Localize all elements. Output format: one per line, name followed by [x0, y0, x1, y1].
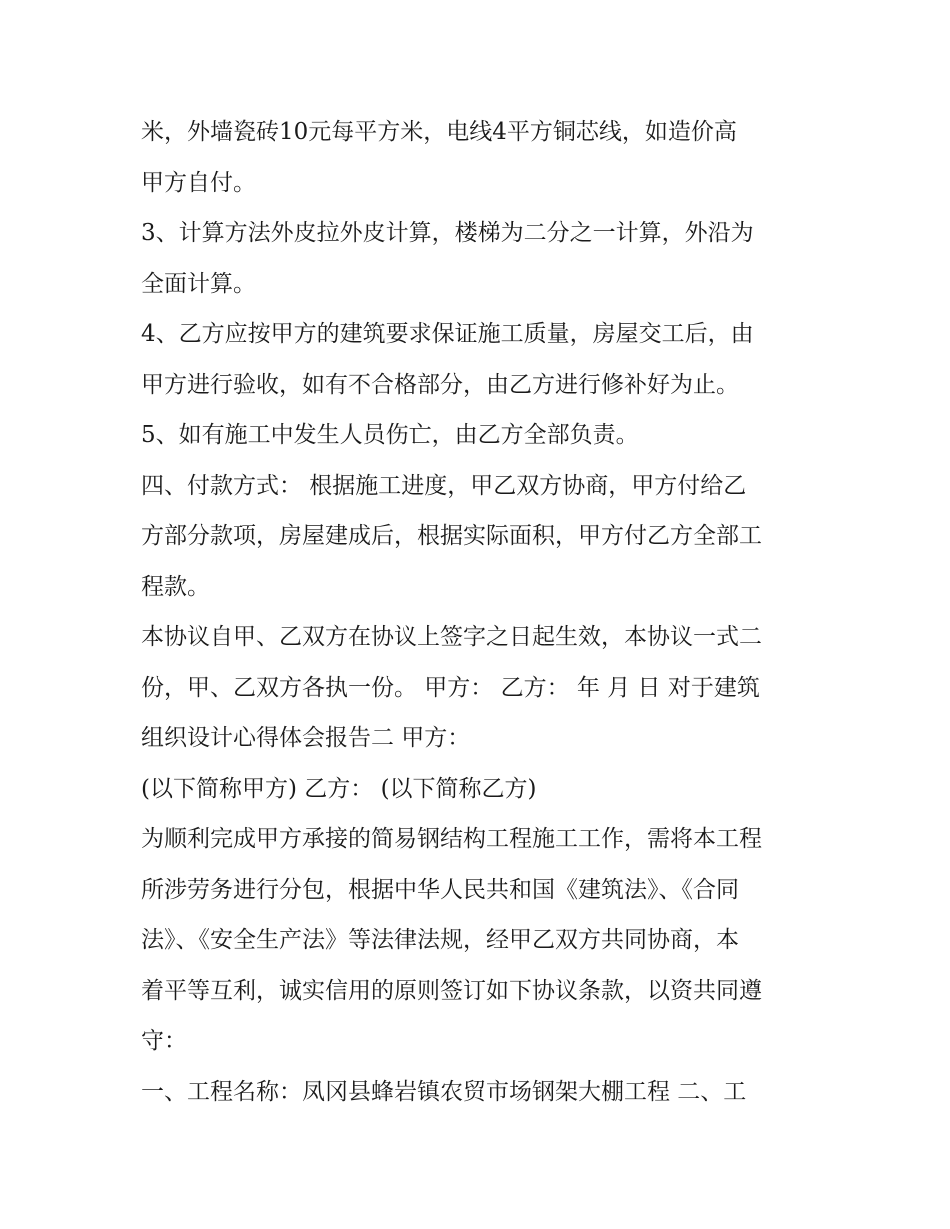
text-line: 一、工程名称：凤冈县蜂岩镇农贸市场钢架大棚工程 二、工: [141, 1078, 747, 1105]
text-line: 甲方自付。: [141, 169, 256, 196]
text-line: 份，甲、乙双方各执一份。 甲方： 乙方： 年 月 日 对于建筑: [141, 674, 760, 701]
text-line: 米，外墙瓷砖10元每平方米，电线4平方铜芯线，如造价高: [141, 119, 737, 145]
text-line: 四、付款方式： 根据施工进度，甲乙双方协商，甲方付给乙: [141, 472, 747, 499]
text-line: (以下简称甲方) 乙方： (以下简称乙方): [141, 775, 537, 802]
text-line: 程款。: [141, 573, 210, 600]
text-line: 甲方进行验收，如有不合格部分，由乙方进行修补好为止。: [141, 371, 739, 398]
text-line: 所涉劳务进行分包，根据中华人民共和国《建筑法》、《合同: [141, 876, 739, 903]
text-line: 全面计算。: [141, 270, 256, 297]
text-line: 法》、《安全生产法》等法律法规，经甲乙双方共同协商，本: [141, 927, 739, 953]
text-line: 守：: [141, 1028, 187, 1054]
text-line: 着平等互利，诚实信用的原则签订如下协议条款，以资共同遵: [141, 977, 762, 1004]
text-line: 为顺利完成甲方承接的简易钢结构工程施工工作，需将本工程: [141, 826, 762, 852]
text-line: 组织设计心得体会报告二 甲方：: [141, 725, 471, 751]
text-line: 5、如有施工中发生人员伤亡，由乙方全部负责。: [141, 422, 639, 448]
text-line: 3、计算方法外皮拉外皮计算，楼梯为二分之一计算，外沿为: [141, 220, 754, 246]
text-line: 本协议自甲、乙双方在协议上签字之日起生效，本协议一式二: [141, 624, 762, 650]
text-line: 方部分款项，房屋建成后，根据实际面积，甲方付乙方全部工: [141, 523, 762, 549]
document-body: [141, 107, 831, 1117]
text-line: 4、乙方应按甲方的建筑要求保证施工质量，房屋交工后，由: [141, 321, 754, 347]
